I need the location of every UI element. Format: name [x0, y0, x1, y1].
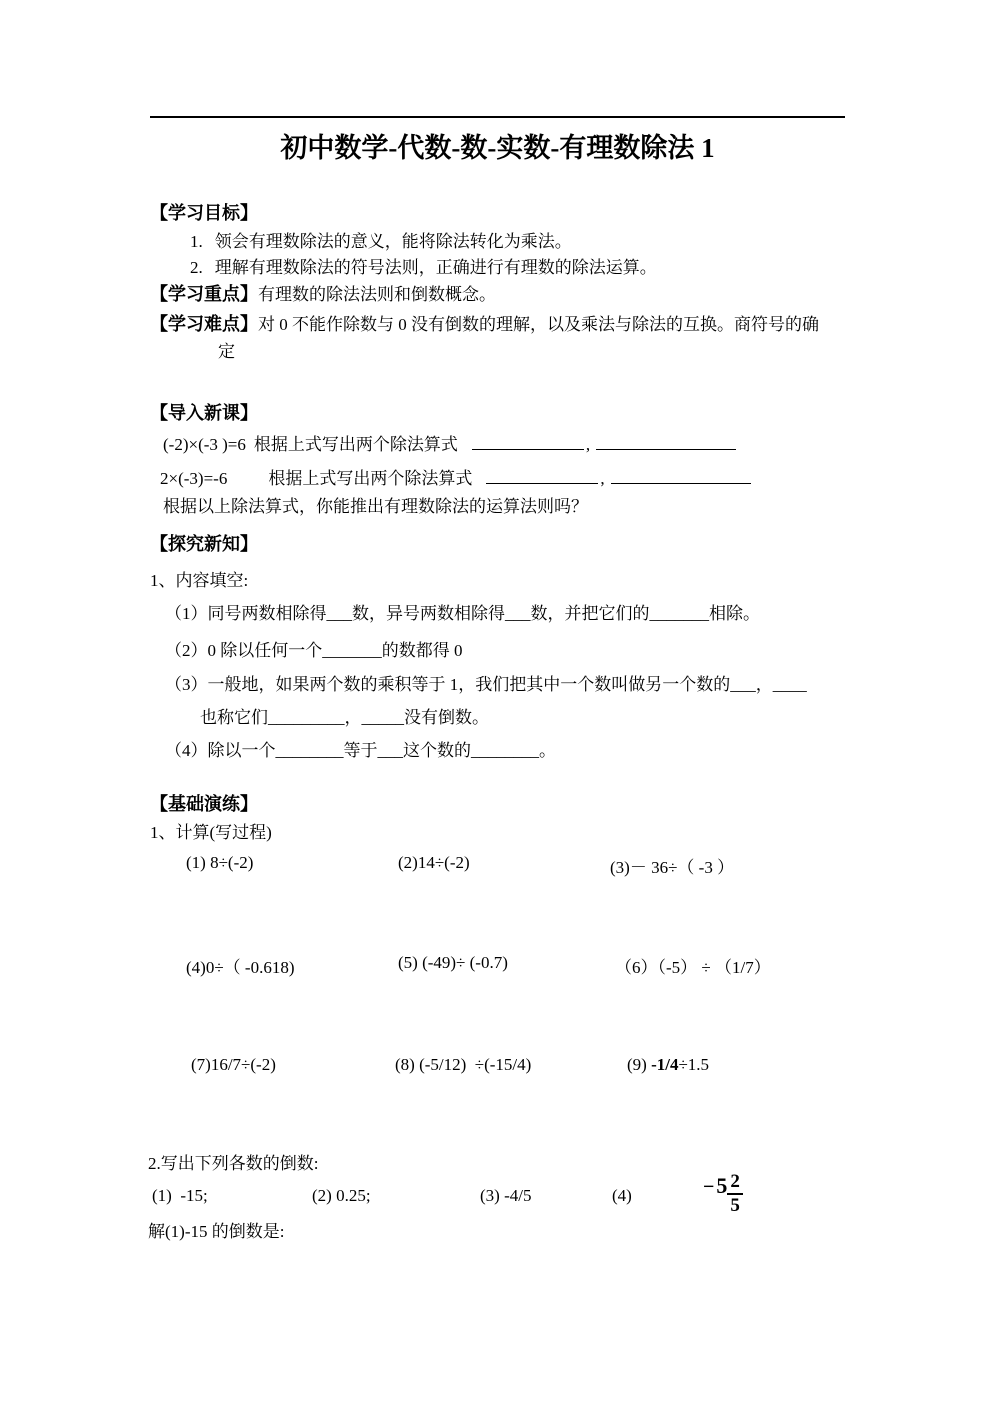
calc-item-2: (2)14÷(-2) [398, 853, 470, 872]
reciprocal-item-2: (2) 0.25; [312, 1186, 371, 1205]
intro-line-2-blank-2 [611, 468, 751, 484]
explore-blank-2: （2）0 除以任何一个_______的数都得 0 [165, 641, 463, 660]
top-rule [150, 116, 845, 118]
calc-item-9-pre: (9) [627, 1055, 652, 1074]
calc-item-4: (4)0÷（ -0.618) [186, 958, 295, 977]
intro-line-1-equation: (-2)×(-3 )=6 [163, 435, 246, 454]
intro-line-2-separator: , [600, 469, 605, 488]
intro-line-2-blank-1 [486, 468, 598, 484]
section-heading-explore: 【探究新知】 [150, 534, 258, 554]
difficult-point-label: 【学习难点】 [150, 314, 258, 334]
intro-question: 根据以上除法算式，你能推出有理数除法的运算法则吗？ [163, 497, 588, 516]
explore-blank-1: （1）同号两数相除得___数，异号两数相除得___数，并把它们的_______相除。 [165, 604, 760, 623]
difficult-point-line [150, 313, 819, 336]
intro-line-2-equation: 2×(-3)=-6 [160, 469, 228, 488]
section-heading-intro: 【导入新课】 [150, 403, 258, 423]
explore-blank-4: （4）除以一个________等于___这个数的________。 [165, 741, 556, 760]
intro-line-1-blank-2 [596, 434, 736, 450]
calc-item-5: (5) (-49)÷ (-0.7) [398, 953, 508, 972]
calc-item-7: (7)16/7÷(-2) [191, 1055, 276, 1074]
calc-item-9-post: ÷1.5 [678, 1055, 710, 1074]
calc-item-6: （6）（-5） ÷ （1/7） [615, 958, 771, 977]
explore-blank-3b: 也称它们_________，_____没有倒数。 [200, 708, 489, 727]
mixed-number-denominator: 5 [730, 1194, 740, 1216]
calc-item-1: (1) 8÷(-2) [186, 853, 254, 872]
calc-item-9 [627, 1055, 709, 1075]
reciprocal-item-4: (4) [612, 1186, 632, 1205]
page-title: 初中数学-代数-数-实数-有理数除法 1 [280, 133, 715, 163]
mixed-number-numerator: 2 [727, 1172, 743, 1195]
reciprocal-title: 2.写出下列各数的倒数: [148, 1154, 319, 1173]
mixed-number-fraction [727, 1172, 743, 1216]
intro-line-2 [160, 468, 751, 490]
calc-item-8: (8) (-5/12) ÷(-15/4) [395, 1055, 532, 1074]
difficult-point-wrap: 定 [218, 342, 235, 361]
intro-line-1-separator: , [585, 435, 591, 454]
objective-item-2-text: 理解有理数除法的符号法则，正确进行有理数的除法运算。 [214, 258, 657, 277]
mixed-number [703, 1172, 743, 1216]
section-heading-basic: 【基础演练】 [150, 794, 258, 814]
key-point-text: 有理数的除法法则和倒数概念。 [258, 285, 496, 304]
difficult-point-text: 对 0 不能作除数与 0 没有倒数的理解，以及乘法与除法的互换。商符号的确 [258, 315, 819, 334]
explore-subtitle: 1、内容填空: [150, 571, 249, 590]
reciprocal-solution-line: 解(1)-15 的倒数是: [148, 1222, 285, 1241]
basic-subtitle: 1、计算(写过程) [150, 823, 272, 842]
objective-item-2-num: 2. [190, 258, 203, 277]
explore-blank-3: （3）一般地，如果两个数的乘积等于 1，我们把其中一个数叫做另一个数的___，____ [165, 675, 807, 694]
objective-item-2 [190, 257, 657, 279]
mixed-number-sign: − [703, 1175, 715, 1198]
intro-line-1 [163, 434, 736, 456]
intro-line-1-prompt: 根据上式写出两个除法算式 [253, 435, 458, 454]
mixed-number-whole: 5 [716, 1172, 728, 1198]
section-heading-objectives: 【学习目标】 [150, 203, 258, 223]
objective-item-1-num: 1. [190, 232, 203, 251]
objective-item-1 [190, 231, 572, 253]
objective-item-1-text: 领会有理数除法的意义，能将除法转化为乘法。 [214, 232, 572, 251]
intro-line-1-blank-1 [472, 434, 584, 450]
calc-item-3: (3)－ 36÷（ -3 ） [610, 858, 735, 877]
reciprocal-item-3: (3) -4/5 [480, 1186, 532, 1205]
key-point-line [150, 283, 496, 306]
calc-item-9-bold: -1/4 [651, 1055, 679, 1074]
key-point-label: 【学习重点】 [150, 284, 258, 304]
reciprocal-item-1: (1) -15; [152, 1186, 208, 1205]
intro-line-2-prompt: 根据上式写出两个除法算式 [268, 469, 473, 488]
